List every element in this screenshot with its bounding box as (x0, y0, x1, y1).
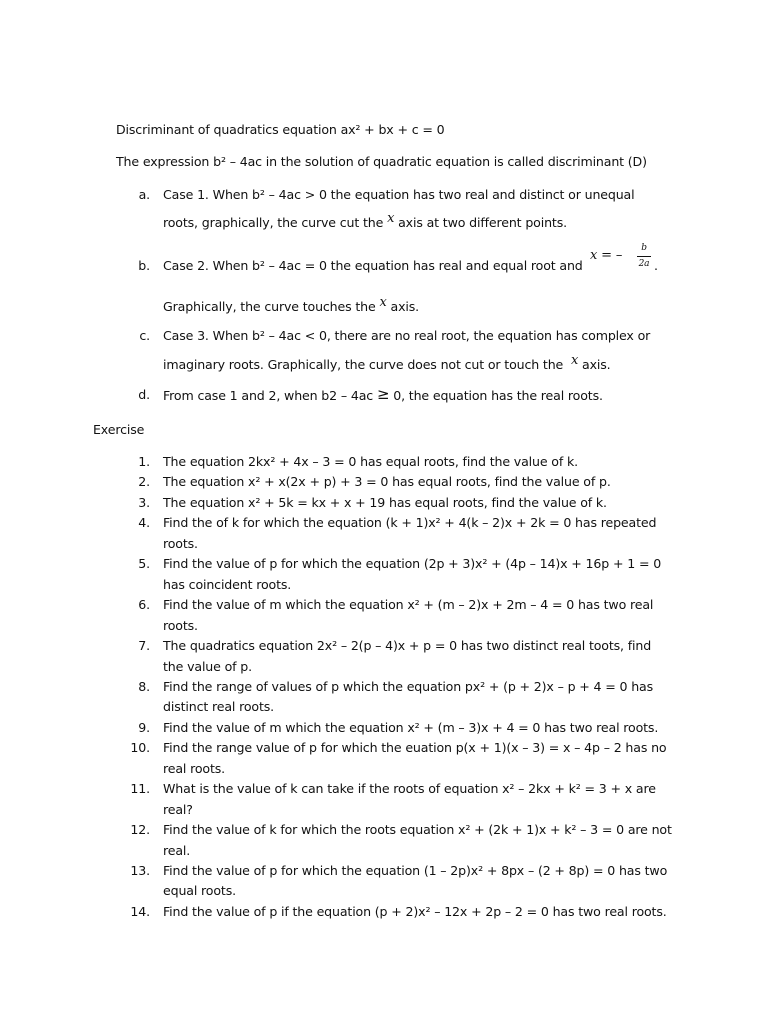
case-marker: c. (139, 328, 150, 343)
formula-denominator: 2a (638, 259, 650, 269)
formula-numerator: b (641, 243, 647, 253)
exercise-number: 5. (138, 556, 150, 572)
exercise-number: 13. (130, 863, 150, 878)
case-marker: d. (138, 387, 150, 402)
exercise-text: roots. (163, 617, 198, 633)
exercise-number: 7. (138, 638, 150, 654)
exercise-text: What is the value of k can take if the roots of equation x² – 2kx + k² = 3 + x are (163, 781, 656, 797)
case-marker: b. (138, 258, 150, 273)
exercise-number: 3. (138, 494, 150, 510)
exercise-text: Find the value of m which the equation x² + (m – 3)x + 4 = 0 has two real roots. (163, 719, 659, 735)
exercise-text: equal roots. (163, 883, 236, 899)
exercise-text: The equation x² + x(2x + p) + 3 = 0 has equal roots, find the value of p. (163, 474, 611, 490)
exercise-number: 14. (130, 903, 150, 919)
exercise-text: The quadratics equation 2x² – 2(p – 4)x + p = 0 has two distinct real toots, find (163, 638, 652, 654)
exercise-text: Find the value of k for which the roots equation x² + (2k + 1)x + k² – 3 = 0 are not (163, 822, 672, 838)
exercise-text: Find the value of p for which the equation (2p + 3)x² + (4p – 14)x + 16p + 1 = 0 (163, 556, 662, 572)
case-line: Case 2. When b² – 4ac = 0 the equation has real and equal root and (163, 258, 583, 273)
exercise-number: 1. (138, 454, 150, 469)
exercise-number: 9. (138, 719, 150, 735)
exercise-number: 2. (138, 474, 150, 490)
case-line: imaginary roots. Graphically, the curve does not cut or touch the x axis. (163, 353, 611, 372)
exercise-text: roots. (163, 535, 198, 551)
exercise-number: 4. (138, 515, 150, 531)
exercise-text: Find the of k for which the equation (k + 1)x² + 4(k – 2)x + 2k = 0 has repeated (163, 515, 657, 531)
exercise-number: 10. (130, 740, 150, 756)
exercise-number: 12. (130, 822, 150, 838)
fraction-bar (637, 256, 651, 257)
exercise-heading: Exercise (93, 422, 145, 437)
exercise-text: Find the range of values of p which the equation px² + (p + 2)x – p + 4 = 0 has (163, 678, 654, 694)
variable-x: x (571, 353, 579, 368)
case-line: Case 1. When b² – 4ac > 0 the equation has two real and distinct or unequal (163, 187, 635, 202)
exercise-text: real roots. (163, 760, 226, 776)
exercise-text: Find the value of p if the equation (p + 2)x² – 12x + 2p – 2 = 0 has two real roots. (163, 903, 667, 919)
exercise-number: 6. (138, 597, 150, 613)
exercise-number: 11. (130, 781, 150, 797)
exercise-text: Find the value of m which the equation x² + (m – 2)x + 2m – 4 = 0 has two real (163, 597, 654, 613)
exercise-text: distinct real roots. (163, 699, 275, 715)
variable-x: x (379, 295, 387, 310)
exercise-text: real? (163, 801, 193, 817)
exercise-text: The equation x² + 5k = kx + x + 19 has equal roots, find the value of k. (163, 494, 607, 510)
discriminant-heading: Discriminant of quadratics equation ax² + bx + c = 0 (116, 122, 445, 137)
formula-lhs: x = – (590, 248, 623, 263)
case-marker: a. (138, 187, 150, 202)
case-line: Case 3. When b² – 4ac < 0, there are no real root, the equation has complex or (163, 328, 651, 343)
greater-equal-symbol: ≥ (376, 385, 390, 403)
exercise-text: Find the range value of p for which the euation p(x + 1)(x – 3) = x – 4p – 2 has no (163, 740, 667, 756)
formula-end: . (654, 258, 658, 273)
case-line: From case 1 and 2, when b2 – 4ac ≥ 0, the equation has the real roots. (163, 385, 603, 403)
exercise-text: Find the value of p for which the equation (1 – 2p)x² + 8px – (2 + 8p) = 0 has two (163, 863, 668, 878)
exercise-text: has coincident roots. (163, 576, 292, 592)
case-line: Graphically, the curve touches the x axis. (163, 295, 419, 314)
variable-x: x (387, 211, 395, 226)
discriminant-intro: The expression b² – 4ac in the solution of quadratic equation is called discriminant (D) (116, 154, 647, 169)
case-line: roots, graphically, the curve cut the x axis at two different points. (163, 211, 567, 230)
exercise-text: real. (163, 842, 191, 858)
exercise-text: The equation 2kx² + 4x – 3 = 0 has equal roots, find the value of k. (163, 454, 578, 469)
exercise-number: 8. (138, 678, 150, 694)
exercise-text: the value of p. (163, 658, 252, 674)
